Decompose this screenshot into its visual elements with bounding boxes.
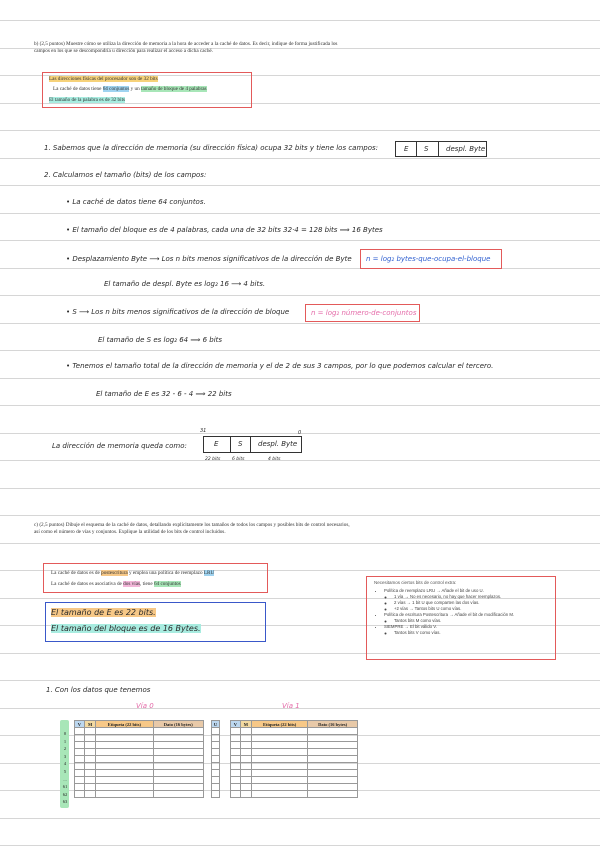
formula-1: n = log₂ bytes-que-ocupa-el-bloque	[366, 255, 491, 263]
ruled-line	[0, 405, 600, 406]
ruled-line	[0, 543, 600, 544]
ruled-line	[0, 350, 600, 351]
set-labels: 0 1 2 3 4 5 ... 61 62 63	[62, 731, 68, 805]
hdr-m: M	[84, 721, 95, 728]
result-1: El tamaño de despl. Byte es log₂ 16 ⟶ 4 bits.	[104, 280, 266, 288]
part-b-statement: b) (2,5 puntos) Muestre cómo se utiliza la dirección de memoria a la hora de acceder a la caché de datos. Es decir, indique de forma justificada los campos en los que se descompondría u dirección para realizar el acceso a dicha caché.	[34, 41, 338, 54]
bullet-3: • Desplazamiento Byte ⟶ Los n bits menos significativos de la dirección de Byte	[66, 255, 352, 263]
bullet-5: • Tenemos el tamaño total de la dirección de memoria y el de 2 de sus 3 campos, por lo que podemos calcular el tercero.	[66, 362, 494, 370]
hdr-etiqueta: Etiqueta (22 bits)	[96, 721, 153, 728]
bit-lo: 0	[298, 430, 302, 436]
note-valid-sub: ◦ Tantos bits V como vías.	[394, 630, 552, 636]
final-label: La dirección de memoria queda como:	[52, 442, 187, 450]
ruled-line	[0, 185, 600, 186]
way-1-label: Vía 1	[282, 702, 300, 710]
size-s: 6 bits	[232, 457, 245, 462]
hdr-u: U	[212, 721, 220, 728]
note-post-sub: ◦ Tantos bits M como vías.	[394, 618, 552, 624]
final-field-despl: despl. Byte	[258, 440, 298, 448]
ruled-line	[0, 845, 600, 846]
ruled-line	[0, 323, 600, 324]
data-c-line-2: La caché de datos es asociativa de dos vías, tiene 64 conjuntos	[51, 581, 181, 587]
result-3: El tamaño de E es 32 - 6 - 4 ⟹ 22 bits	[96, 390, 232, 398]
ruled-line	[0, 378, 600, 379]
notes-content	[374, 580, 552, 636]
way-0-table	[74, 720, 204, 798]
way-1-table: V M Etiqueta (22 bits) Dato (16 bytes)	[230, 720, 358, 798]
note-valid: SIEMPRE → El bit válido V.	[384, 624, 437, 629]
note-lru-sub-3: ◦ +2 vías → Tantos bits U como vías.	[394, 606, 552, 612]
data-box-c	[43, 563, 268, 593]
bullet-2: • El tamaño del bloque es de 4 palabras, cada una de 32 bits 32·4 = 128 bits ⟹ 16 Bytes	[66, 226, 383, 234]
field-s: S	[424, 145, 429, 153]
field-e: E	[404, 145, 409, 153]
final-field-s: S	[238, 440, 243, 448]
u-column	[211, 720, 220, 798]
blue-line-2: El tamaño del bloque es de 16 Bytes.	[51, 624, 201, 633]
ruled-line	[0, 268, 600, 269]
part-c-statement: c) (2,5 puntos) Dibuje el esquema de la caché de datos, detallando explícitamente los tamaños de todos los campos y posibles bits de control necesarios, así como el número de vías y conjuntos. Explique la utilidad de los bits de control incluidos.	[34, 522, 350, 535]
ruled-line	[0, 708, 600, 709]
field-despl: despl. Byte	[446, 145, 486, 153]
ruled-line	[0, 240, 600, 241]
note-lru: Política de reemplazo LRU → Añade el bit de uso U.	[384, 588, 484, 593]
way-0-label: Vía 0	[136, 702, 154, 710]
note-lru-sub-2: ◦ 2 vías → 1 bit U que comparten las dos vías.	[394, 600, 552, 606]
formula-2: n = log₂ número-de-conjuntos	[311, 309, 417, 317]
fields-row	[395, 141, 487, 157]
data-line-3: El tamaño de la palabra es de 32 bits	[49, 97, 126, 103]
ruled-line	[0, 460, 600, 461]
hdr-dato: Dato (16 bytes)	[153, 721, 204, 728]
result-2: El tamaño de S es log₂ 64 ⟹ 6 bits	[98, 336, 223, 344]
note-postescritura: Política de escritura Postescritura → Añade el bit de modificación M.	[384, 612, 515, 617]
note-lru-sub-1: ◦ 1 vía → No es necesario, no hay que hacer reemplazos.	[394, 594, 552, 600]
blue-line-1: El tamaño de E es 22 bits.	[51, 608, 156, 617]
bit-hi: 31	[200, 428, 207, 434]
ruled-line	[0, 130, 600, 131]
ruled-line	[0, 158, 600, 159]
ruled-line	[0, 515, 600, 516]
bullet-4: • S ⟶ Los n bits menos significativos de la dirección de bloque	[66, 308, 290, 316]
ruled-line	[0, 818, 600, 819]
ruled-line	[0, 295, 600, 296]
ruled-line	[0, 488, 600, 489]
ruled-line	[0, 680, 600, 681]
notes-title: Necesitamos ciertos bits de control extra:	[374, 580, 457, 585]
bullet-1: • La caché de datos tiene 64 conjuntos.	[66, 198, 206, 206]
final-fields	[203, 436, 302, 453]
step-1: 1. Sabemos que la dirección de memoria (su dirección física) ocupa 32 bits y tiene los campos:	[44, 144, 379, 152]
final-field-e: E	[214, 440, 219, 448]
ruled-line	[0, 213, 600, 214]
step-2: 2. Calculamos el tamaño (bits) de los campos:	[44, 171, 207, 179]
hdr-v: V	[75, 721, 85, 728]
data-line-1: Las direcciones físicas del procesador son de 32 bits	[49, 76, 158, 82]
data-line-2: La caché de datos tiene 64 conjuntos y un tamaño de bloque de 4 palabras	[53, 86, 207, 92]
size-despl: 4 bits	[268, 457, 281, 462]
size-e: 22 bits	[205, 457, 221, 462]
step-1-c: 1. Con los datos que tenemos	[46, 686, 151, 694]
data-c-line-1: La caché de datos es de postescritura y emplea una política de reemplazo LRU	[51, 570, 215, 576]
ruled-line	[0, 20, 600, 21]
